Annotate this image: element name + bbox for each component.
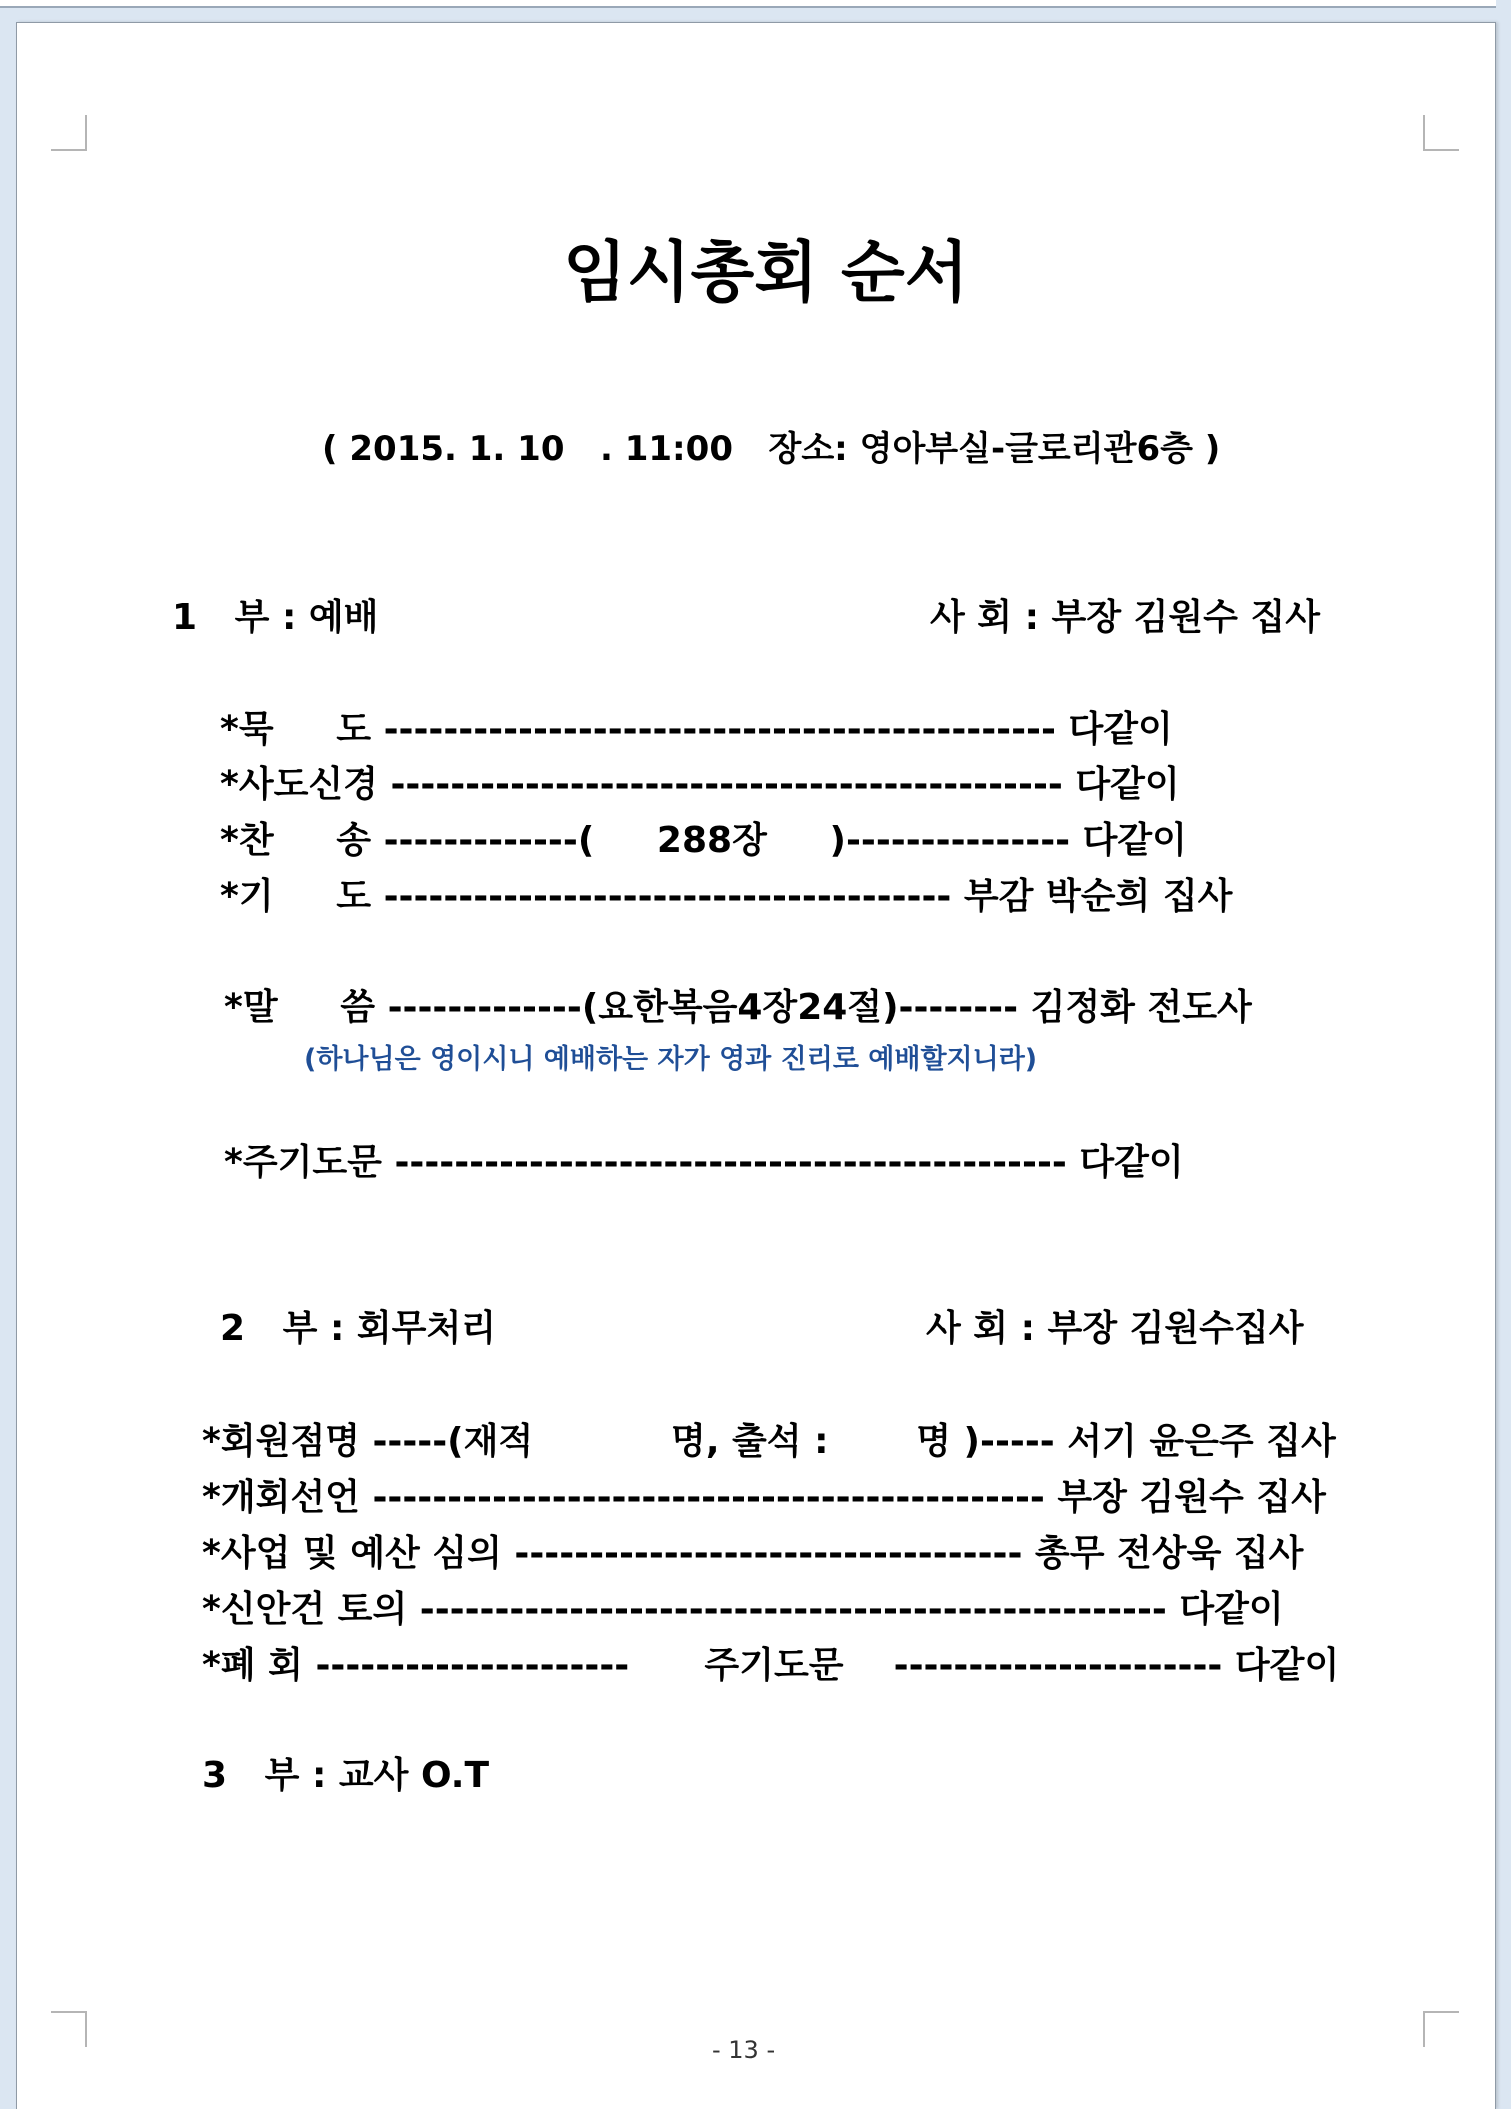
part2-item-new-agenda: *신안건 토의 -------------------------------------------------- 다같이 <box>202 1589 1284 1630</box>
part2-item-roll-call: *회원점명 -----(재적 명, 출석 : 명 )----- 서기 윤은주 집사 <box>202 1421 1336 1462</box>
part1-item-sermon: *말 씀 -------------(요한복음4장24절)-------- 김정화 전도사 <box>224 987 1252 1028</box>
part1-item-creed: *사도신경 --------------------------------------------- 다같이 <box>220 764 1180 805</box>
part2-item-closing: *폐 회 --------------------- 주기도문 ---------------------- 다같이 <box>202 1645 1340 1686</box>
part2-item-budget-review: *사업 및 예산 심의 ---------------------------------- 총무 전상욱 집사 <box>202 1533 1304 1574</box>
crop-mark-top-left <box>51 115 87 151</box>
part1-heading: 1 부 : 예배 <box>172 597 379 638</box>
crop-mark-bottom-right <box>1423 2011 1459 2047</box>
part1-item-silent-prayer: *묵 도 --------------------------------------------- 다같이 <box>220 709 1173 750</box>
part2-heading: 2 부 : 회무처리 <box>220 1308 496 1349</box>
document-subtitle: ( 2015. 1. 10 . 11:00 장소: 영아부실-글로리관6층 ) <box>322 429 1221 469</box>
part2-host: 사 회 : 부장 김원수집사 <box>926 1308 1304 1349</box>
crop-mark-top-right <box>1423 115 1459 151</box>
part2-item-opening: *개회선언 --------------------------------------------- 부장 김원수 집사 <box>202 1477 1326 1518</box>
document-title: 임시총회 순서 <box>563 234 969 311</box>
part1-item-hymn: *찬 송 -------------( 288장 )--------------- 다같이 <box>220 820 1187 861</box>
part3-heading: 3 부 : 교사 O.T <box>202 1755 490 1796</box>
crop-mark-bottom-left <box>51 2011 87 2047</box>
page-number: - 13 - <box>712 2036 776 2064</box>
part1-host: 사 회 : 부장 김원수 집사 <box>930 597 1321 638</box>
part1-item-lords-prayer: *주기도문 --------------------------------------------- 다같이 <box>224 1142 1184 1183</box>
part1-item-prayer: *기 도 -------------------------------------- 부감 박순희 집사 <box>220 876 1233 917</box>
window-top-edge <box>0 0 1496 8</box>
sermon-verse: (하나님은 영이시니 예배하는 자가 영과 진리로 예배할지니라) <box>304 1044 1038 1075</box>
